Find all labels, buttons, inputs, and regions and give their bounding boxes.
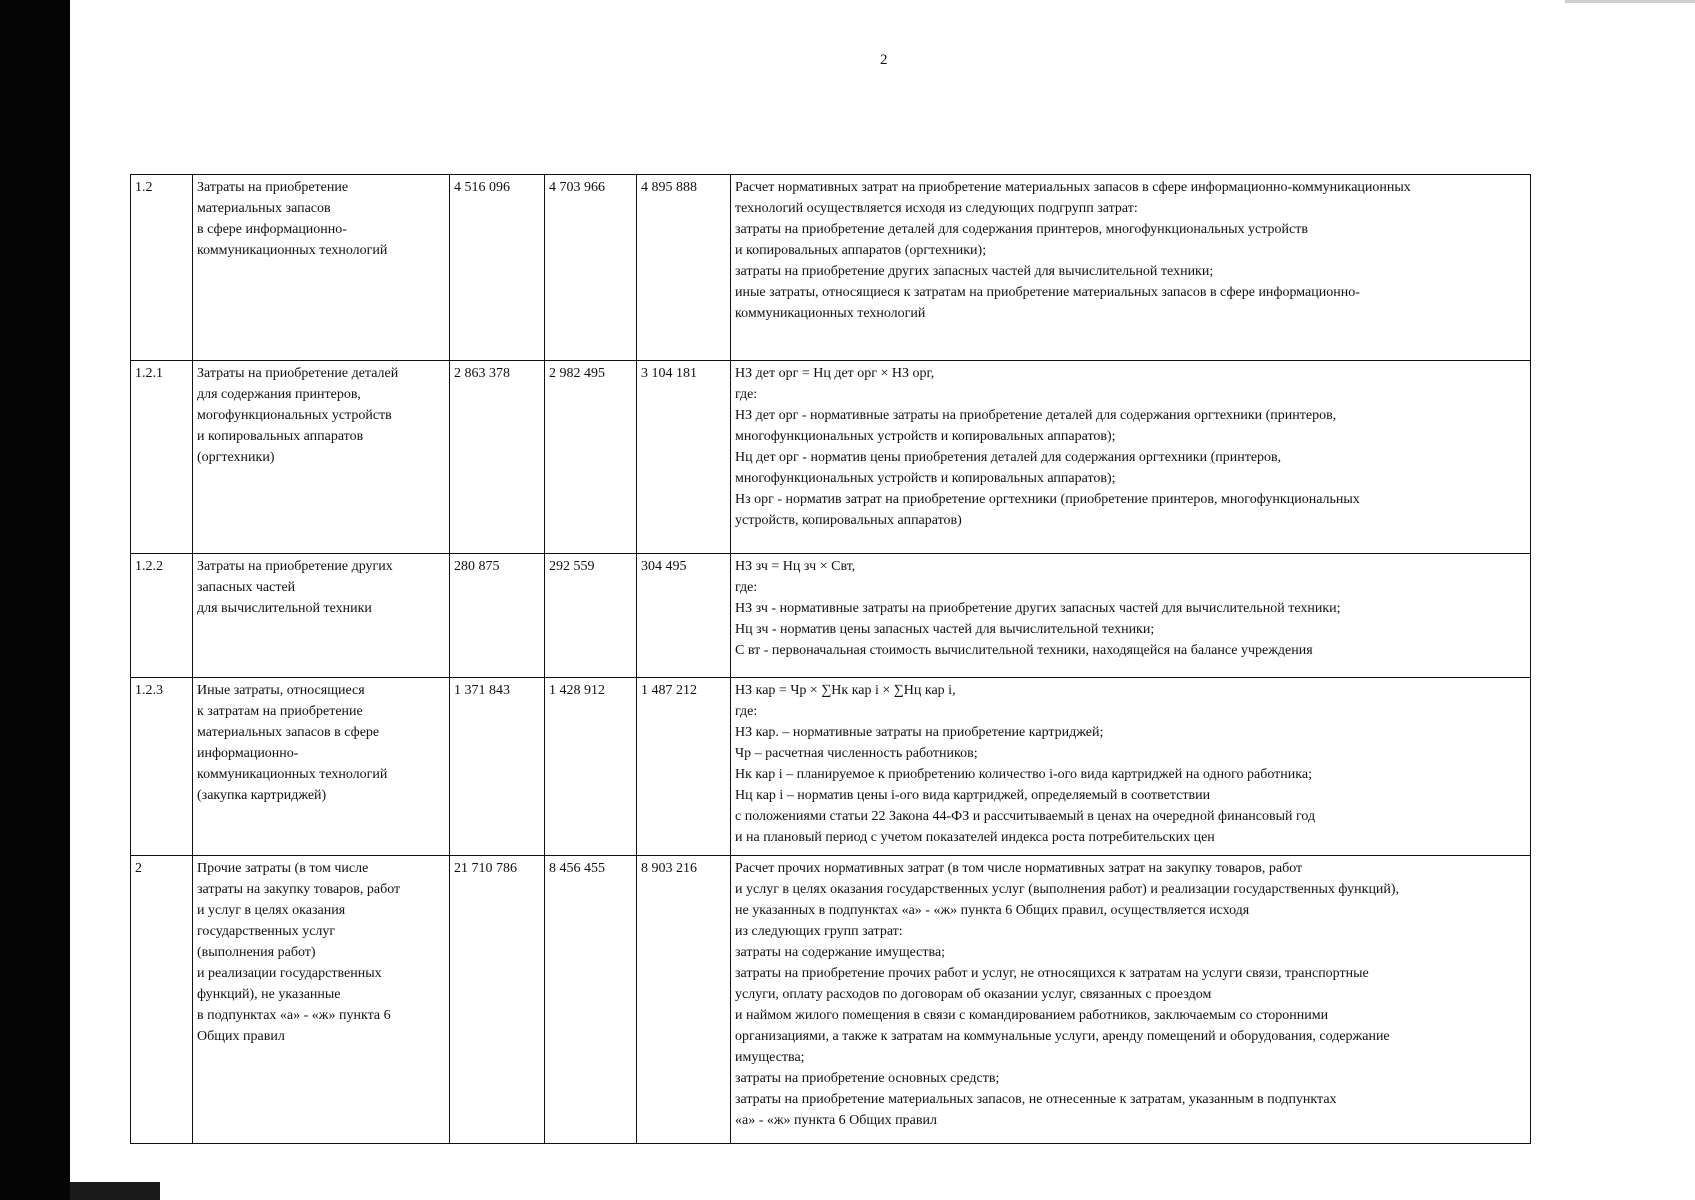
amount-year-2: 8 456 455 [545,856,637,1144]
amount-year-3: 304 495 [637,554,731,678]
amount-year-2: 1 428 912 [545,678,637,856]
row-number: 1.2.1 [131,361,193,554]
calculation-description: НЗ дет орг = Нц дет орг × НЗ орг, где: НЗ дет орг - нормативные затраты на приобретение деталей для содержания оргтехники (принтеров, многофункциональных устройств и копировальных аппаратов); Нц дет орг - норматив цены приобретения деталей для содержания оргтехники (принтеров, многофункциональных устройств и копировальных аппаратов); Нз орг - норматив затрат на приобретение оргтехники (приобретение принтеров, многофункциональных устройств, копировальных аппаратов) [731,361,1531,554]
calculation-description: Расчет прочих нормативных затрат (в том числе нормативных затрат на закупку товаров, работ и услуг в целях оказания государственных услуг (выполнения работ) и реализации государственных функций), не указанных в подпунктах «а» - «ж» пункта 6 Общих правил, осуществляется исходя из следующих групп затрат: затраты на содержание имущества; затраты на приобретение прочих работ и услуг, не относящихся к затратам на услуги связи, транспортные услуги, оплату расходов по договорам об оказании услуг, связанных с проездом и наймом жилого помещения в связи с командированием работников, заключаемым со сторонними организациями, а также к затратам на коммунальные услуги, аренду помещений и оборудования, содержание имущества; затраты на приобретение основных средств; затраты на приобретение материальных запасов, не отнесенные к затратам, указанным в подпунктах «а» - «ж» пункта 6 Общих правил [731,856,1531,1144]
calculation-description: НЗ зч = Нц зч × Свт, где: НЗ зч - нормативные затраты на приобретение других запасных частей для вычислительной техники; Нц зч - норматив цены запасных частей для вычислительной техники; С вт - первоначальная стоимость вычислительной техники, находящейся на балансе учреждения [731,554,1531,678]
cost-item-name: Прочие затраты (в том числе затраты на закупку товаров, работ и услуг в целях оказания государственных услуг (выполнения работ) и реализации государственных функций), не указанные в подпунктах «а» - «ж» пункта 6 Общих правил [193,856,450,1144]
amount-year-3: 1 487 212 [637,678,731,856]
amount-year-1: 280 875 [450,554,545,678]
scan-corner-shadow [70,1182,160,1200]
amount-year-1: 4 516 096 [450,175,545,361]
calculation-description: НЗ кар = Чр × ∑Нк кар i × ∑Нц кар i, где: НЗ кар. – нормативные затраты на приобретение картриджей; Чр – расчетная численность работников; Нк кар i – планируемое к приобретению количество i-ого вида картриджей на одного работника; Нц кар i – норматив цены i-ого вида картриджей, определяемый в соответствии с положениями статьи 22 Закона 44-ФЗ и рассчитываемый в ценах на очередной финансовый год и на плановый период с учетом показателей индекса роста потребительских цен [731,678,1531,856]
page-number: 2 [880,52,888,68]
table-row [131,361,1531,554]
row-number: 1.2.2 [131,554,193,678]
cost-item-name: Затраты на приобретение других запасных частей для вычислительной техники [193,554,450,678]
amount-year-3: 8 903 216 [637,856,731,1144]
table-row [131,678,1531,856]
amount-year-1: 1 371 843 [450,678,545,856]
row-number: 2 [131,856,193,1144]
cost-standards-table [130,174,1531,1144]
cost-item-name: Иные затраты, относящиеся к затратам на приобретение материальных запасов в сфере информационно- коммуникационных технологий (закупка картриджей) [193,678,450,856]
table-row [131,175,1531,361]
amount-year-1: 21 710 786 [450,856,545,1144]
row-number: 1.2.3 [131,678,193,856]
amount-year-3: 4 895 888 [637,175,731,361]
cost-item-name: Затраты на приобретение деталей для содержания принтеров, могофункциональных устройств и копировальных аппаратов (оргтехники) [193,361,450,554]
calculation-description: Расчет нормативных затрат на приобретение материальных запасов в сфере информационно-коммуникационных технологий осуществляется исходя из следующих подгрупп затрат: затраты на приобретение деталей для содержания принтеров, многофункциональных устройств и копировальных аппаратов (оргтехники); затраты на приобретение других запасных частей для вычислительной техники; иные затраты, относящиеся к затратам на приобретение материальных запасов в сфере информационно- коммуникационных технологий [731,175,1531,361]
amount-year-2: 2 982 495 [545,361,637,554]
table-row [131,856,1531,1144]
amount-year-3: 3 104 181 [637,361,731,554]
amount-year-2: 292 559 [545,554,637,678]
cost-item-name: Затраты на приобретение материальных запасов в сфере информационно- коммуникационных технологий [193,175,450,361]
scan-top-edge [1565,0,1695,3]
amount-year-1: 2 863 378 [450,361,545,554]
scan-edge-shadow [0,0,70,1200]
amount-year-2: 4 703 966 [545,175,637,361]
row-number: 1.2 [131,175,193,361]
table-row [131,554,1531,678]
